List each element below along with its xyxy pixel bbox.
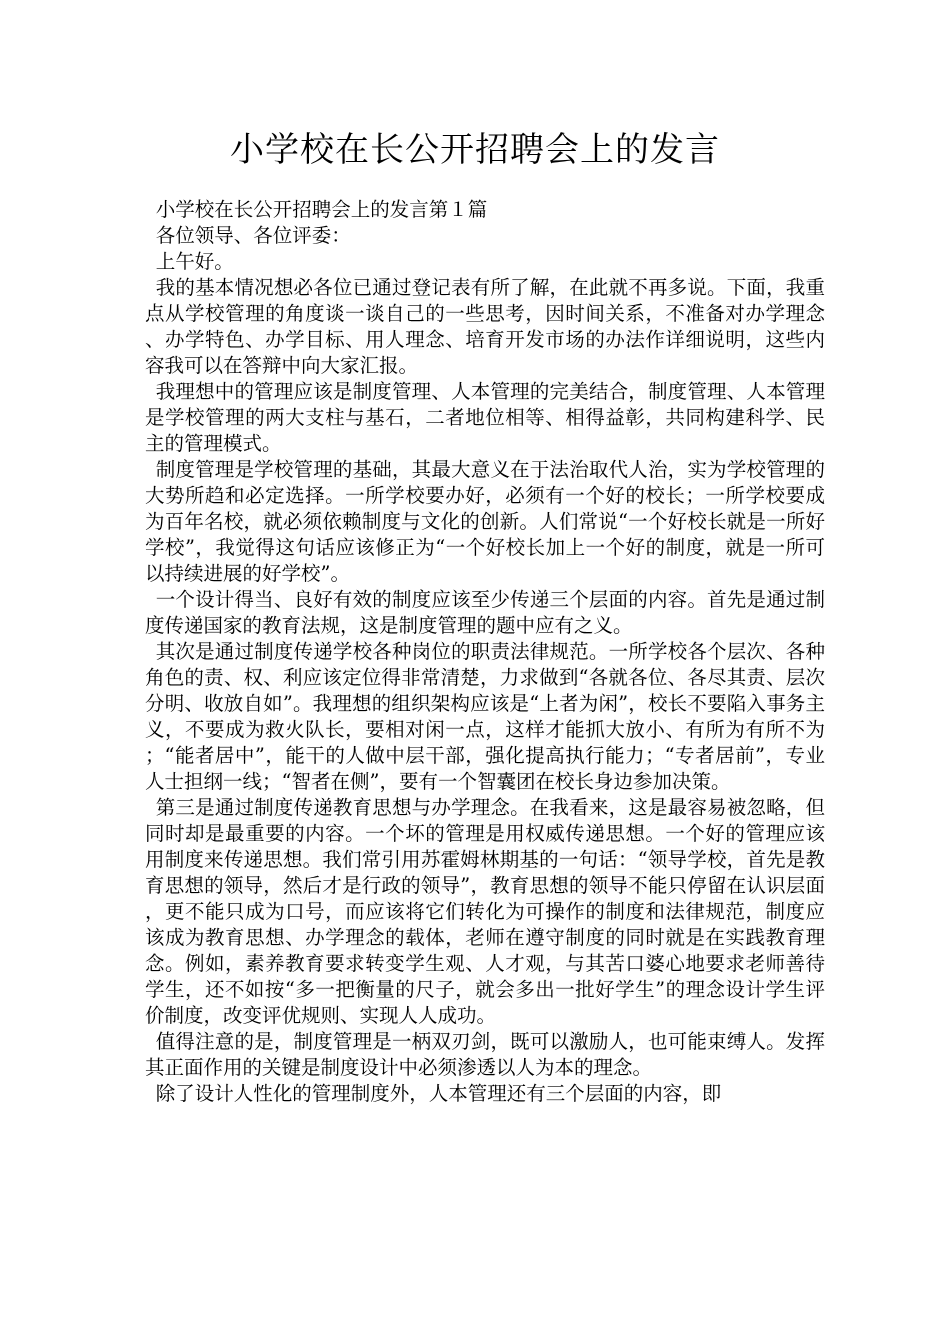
document-body bbox=[145, 197, 825, 1107]
section-heading: 小学校在长公开招聘会上的发言第１篇 bbox=[155, 198, 488, 221]
greeting: 上午好。 bbox=[155, 250, 234, 273]
body-paragraph: 一个设计得当、良好有效的制度应该至少传递三个层面的内容。首先是通过制度传递国家的教育法规，这是制度管理的题中应有之义。 bbox=[145, 588, 825, 637]
body-paragraph: 我的基本情况想必各位已通过登记表有所了解，在此就不再多说。下面，我重点从学校管理的角度谈一谈自己的一些思考，因时间关系，不准备对办学理念、办学特色、办学目标、用人理念、培育开发市场的办法作详细说明，这些内容我可以在答辩中向大家汇报。 bbox=[145, 276, 825, 377]
body-paragraph: 除了设计人性化的管理制度外，人本管理还有三个层面的内容，即 bbox=[155, 1082, 722, 1105]
body-paragraph: 值得注意的是，制度管理是一柄双刃剑，既可以激励人，也可能束缚人。发挥其正面作用的关键是制度设计中必须渗透以人为本的理念。 bbox=[145, 1030, 825, 1079]
document-title: 小学校在长公开招聘会上的发言 bbox=[230, 130, 720, 170]
salutation: 各位领导、各位评委： bbox=[155, 224, 351, 247]
body-paragraph: 我理想中的管理应该是制度管理、人本管理的完美结合，制度管理、人本管理是学校管理的两大支柱与基石，二者地位相等、相得益彰，共同构建科学、民主的管理模式。 bbox=[145, 380, 825, 455]
body-paragraph: 第三是通过制度传递教育思想与办学理念。在我看来，这是最容易被忽略，但同时却是最重要的内容。一个坏的管理是用权威传递思想。一个好的管理应该用制度来传递思想。我们常引用苏霍姆林期基的一句话：“领导学校，首先是教育思想的领导，然后才是行政的领导”，教育思想的领导不能只停留在认识层面，更不能只成为口号，而应该将它们转化为可操作的制度和法律规范，制度应该成为教育思想、办学理念的载体，老师在遵守制度的同时就是在实践教育理念。例如，素养教育要求转变学生观、人才观，与其苦口婆心地要求老师善待学生，还不如按“多一把衡量的尺子，就会多出一批好学生”的理念设计学生评价制度，改变评优规则、实现人人成功。 bbox=[145, 796, 825, 1027]
body-paragraph: 其次是通过制度传递学校各种岗位的职责法律规范。一所学校各个层次、各种角色的责、权、利应该定位得非常清楚，力求做到“各就各位、各尽其责、层次分明、收放自如”。我理想的组织架构应该是“上者为闲”，校长不要陷入事务主义，不要成为救火队长，要相对闲一点，这样才能抓大放小、有所为有所不为；“能者居中”，能干的人做中层干部，强化提高执行能力；“专者居前”，专业人士担纲一线；“智者在侧”，要有一个智囊团在校长身边参加决策。 bbox=[145, 640, 825, 793]
body-paragraph: 制度管理是学校管理的基础，其最大意义在于法治取代人治，实为学校管理的大势所趋和必定选择。一所学校要办好，必须有一个好的校长；一所学校要成为百年名校，就必须依赖制度与文化的创新。人们常说“一个好校长就是一所好学校”，我觉得这句话应该修正为“一个好校长加上一个好的制度，就是一所可以持续进展的好学校”。 bbox=[145, 458, 825, 585]
